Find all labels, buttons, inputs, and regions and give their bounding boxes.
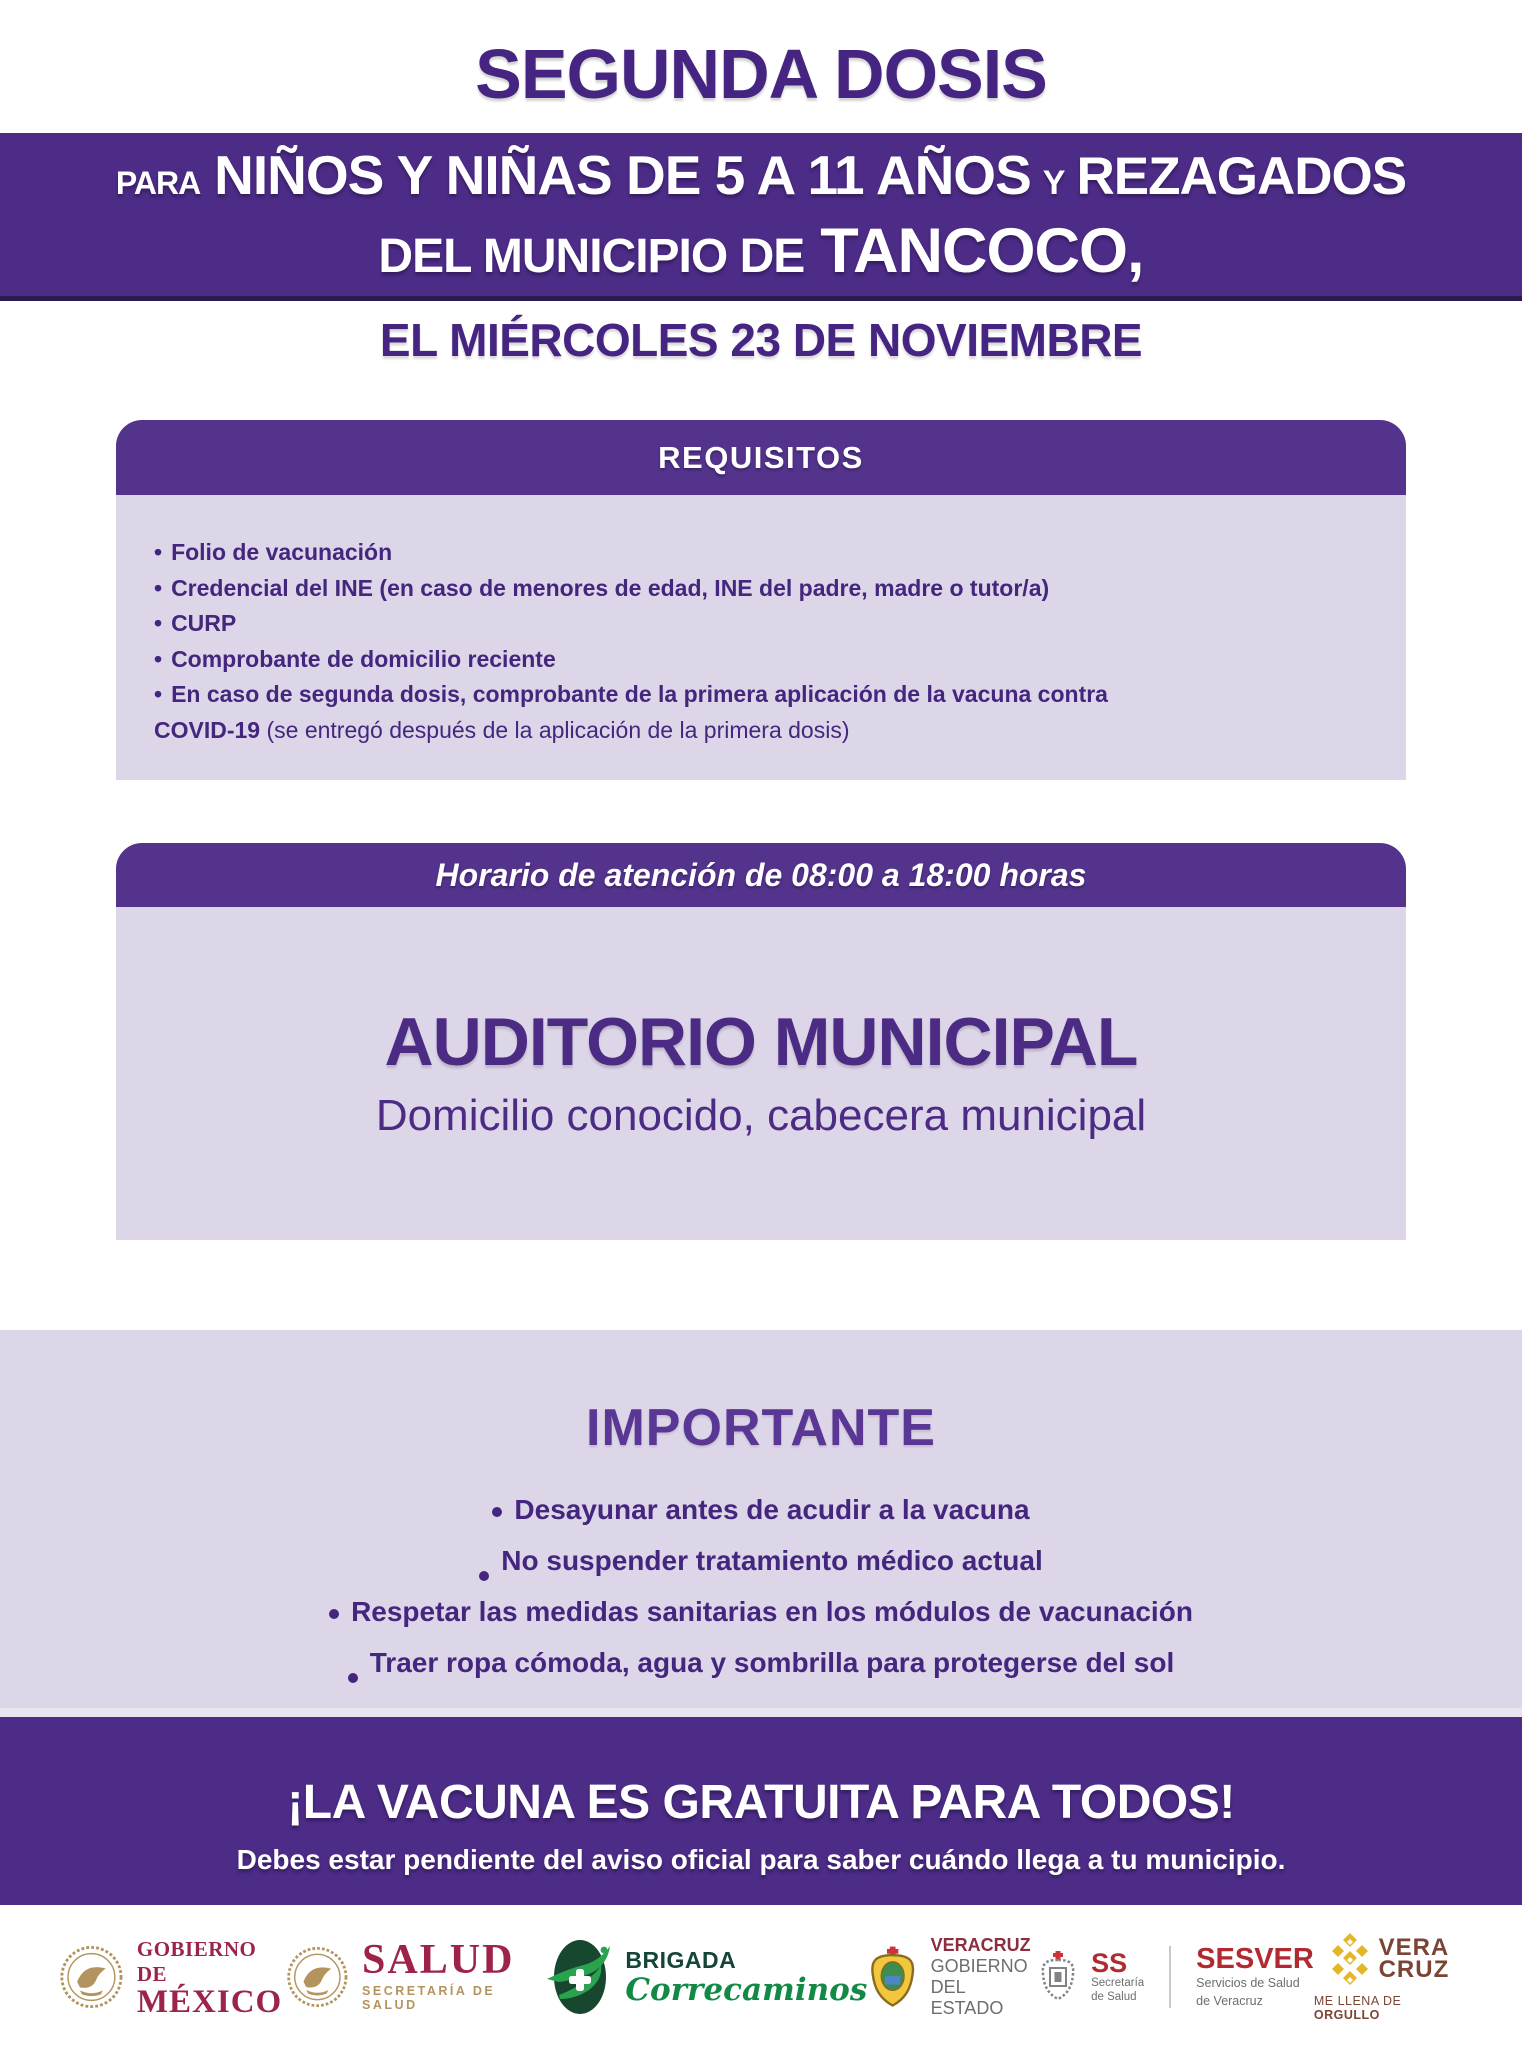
important-text: Desayunar antes de acudir a la vacuna	[514, 1494, 1030, 1525]
tagline-orgullo: ORGULLO	[1313, 2007, 1380, 2022]
audience-line-2	[378, 215, 1143, 287]
eagle-seal-icon	[285, 1943, 350, 2011]
logo-salud-text	[362, 1937, 547, 2012]
logo-veracruz-gobierno-text	[931, 1935, 1037, 2019]
logo-brigada-correcaminos	[547, 1933, 867, 2021]
bullet-icon	[492, 1507, 502, 1517]
logo-salud	[285, 1937, 547, 2012]
gobierno-de-label: GOBIERNO DE	[136, 1936, 257, 1986]
secretaria-salud-label: SECRETARÍA DE SALUD	[362, 1984, 496, 2012]
important-item	[0, 1596, 1522, 1628]
correcaminos-label: Correcaminos	[625, 1972, 868, 2008]
gobierno-label: GOBIERNO	[930, 1955, 1028, 1976]
requirement-item	[154, 606, 1376, 642]
ss-shield-icon	[1037, 1951, 1079, 2003]
free-vaccine-banner	[0, 1717, 1522, 1905]
venue-address: Domicilio conocido, cabecera municipal	[375, 1091, 1147, 1140]
venue-name: AUDITORIO MUNICIPAL	[384, 1004, 1138, 1080]
important-section	[0, 1330, 1522, 1717]
veracruz-label: VERACRUZ	[930, 1934, 1031, 1955]
free-vaccine-headline: ¡LA VACUNA ES GRATUITA PARA TODOS!	[287, 1776, 1235, 1829]
bullet-icon	[329, 1609, 339, 1619]
important-text: Respetar las medidas sanitarias en los módulos de vacunación	[351, 1596, 1193, 1627]
requirement-text: Comprobante de domicilio reciente	[171, 645, 556, 672]
date-line: EL MIÉRCOLES 23 DE NOVIEMBRE	[379, 314, 1143, 366]
mexico-label: MÉXICO	[136, 1983, 283, 2020]
bullet-icon: •	[154, 645, 163, 672]
page-title: SEGUNDA DOSIS	[475, 34, 1047, 113]
cruz-label: CRUZ	[1378, 1955, 1450, 1983]
logo-sesver-text	[1196, 1942, 1314, 2009]
brigada-label: BRIGADA	[625, 1947, 737, 1973]
municipality-name: TANCOCO,	[820, 215, 1144, 286]
requirement-item-continuation	[154, 713, 1376, 749]
important-title: IMPORTANTE	[586, 1399, 936, 1457]
requirement-item	[154, 571, 1376, 607]
bullet-icon: •	[154, 610, 163, 636]
requirement-item	[154, 535, 1376, 571]
important-item	[0, 1494, 1522, 1526]
ss-sub-label-2: de Salud	[1091, 1990, 1137, 2003]
audience-conjunction: Y	[1042, 163, 1065, 202]
logo-veracruz-brand	[1314, 1932, 1464, 2022]
logo-ss-text	[1091, 1947, 1145, 2004]
bullet-icon: •	[154, 681, 163, 707]
requirement-text: En caso de segunda dosis, comprobante de la primera aplicación de la vacuna contra	[171, 681, 1108, 707]
roadrunner-icon	[547, 1933, 613, 2021]
requirements-card	[116, 420, 1406, 780]
del-estado-label: DEL ESTADO	[930, 1976, 1004, 2018]
ss-label: SS	[1091, 1947, 1128, 1978]
audience-prefix: PARA	[115, 164, 201, 201]
audience-group-2: REZAGADOS	[1076, 146, 1407, 206]
vera-label: VERA	[1378, 1933, 1450, 1961]
logo-divider	[1169, 1946, 1171, 2008]
veracruz-brand-row	[1329, 1932, 1450, 1986]
veracruz-shield-icon	[867, 1944, 918, 2010]
free-vaccine-subline: Debes estar pendiente del aviso oficial para saber cuándo llega a tu municipio.	[236, 1844, 1286, 1875]
requirement-note: (se entregó después de la aplicación de la primera dosis)	[266, 716, 850, 743]
audience-line-1	[116, 143, 1406, 207]
eagle-seal-icon	[58, 1942, 125, 2012]
salud-label: SALUD	[362, 1937, 515, 1983]
poster-header	[0, 0, 1522, 133]
requirements-body	[116, 495, 1406, 780]
requirement-text: Folio de vacunación	[171, 539, 393, 565]
requirement-text: CURP	[171, 610, 237, 636]
requirements-header: REQUISITOS	[116, 420, 1406, 495]
audience-banner	[0, 133, 1522, 301]
diamond-pattern-icon	[1329, 1932, 1371, 1986]
tagline-prefix: ME LLENA DE	[1313, 1993, 1402, 2008]
bullet-icon: •	[154, 539, 163, 565]
logo-gobierno-mexico-text	[136, 1936, 285, 2020]
logo-brigada-text	[625, 1947, 867, 2006]
requirement-item	[154, 677, 1376, 713]
bullet-icon	[348, 1673, 358, 1683]
logo-gobierno-mexico	[58, 1936, 285, 2020]
sesver-label: SESVER	[1196, 1942, 1314, 1975]
schedule-card	[116, 843, 1406, 1240]
veracruz-tagline	[1314, 1994, 1464, 2022]
requirement-item	[154, 642, 1376, 678]
ss-sub-label-1: Secretaría	[1091, 1976, 1145, 1989]
important-text: Traer ropa cómoda, agua y sombrilla para protegerse del sol	[369, 1647, 1175, 1678]
sesver-sub-label-2: de Veracruz	[1196, 1993, 1263, 2008]
logo-ss-sesver	[1037, 1942, 1314, 2009]
veracruz-brand-text	[1378, 1933, 1450, 1983]
important-text: No suspender tratamiento médico actual	[501, 1545, 1043, 1576]
bullet-icon: •	[154, 574, 163, 601]
audience-group: NIÑOS Y NIÑAS DE 5 A 11 AÑOS	[214, 143, 1031, 206]
covid-label: COVID-19	[154, 716, 261, 743]
requirement-text: Credencial del INE (en caso de menores de edad, INE del padre, madre o tutor/a)	[171, 574, 1050, 601]
logo-veracruz-gobierno	[867, 1935, 1037, 2019]
schedule-header: Horario de atención de 08:00 a 18:00 horas	[116, 843, 1406, 907]
sesver-sub-label-1: Servicios de Salud	[1196, 1975, 1300, 1990]
important-item	[0, 1545, 1522, 1577]
bullet-icon	[479, 1571, 489, 1581]
important-item	[0, 1647, 1522, 1679]
municipality-prefix: DEL MUNICIPIO DE	[378, 229, 805, 283]
schedule-body	[116, 907, 1406, 1240]
logo-strip	[0, 1905, 1522, 2048]
